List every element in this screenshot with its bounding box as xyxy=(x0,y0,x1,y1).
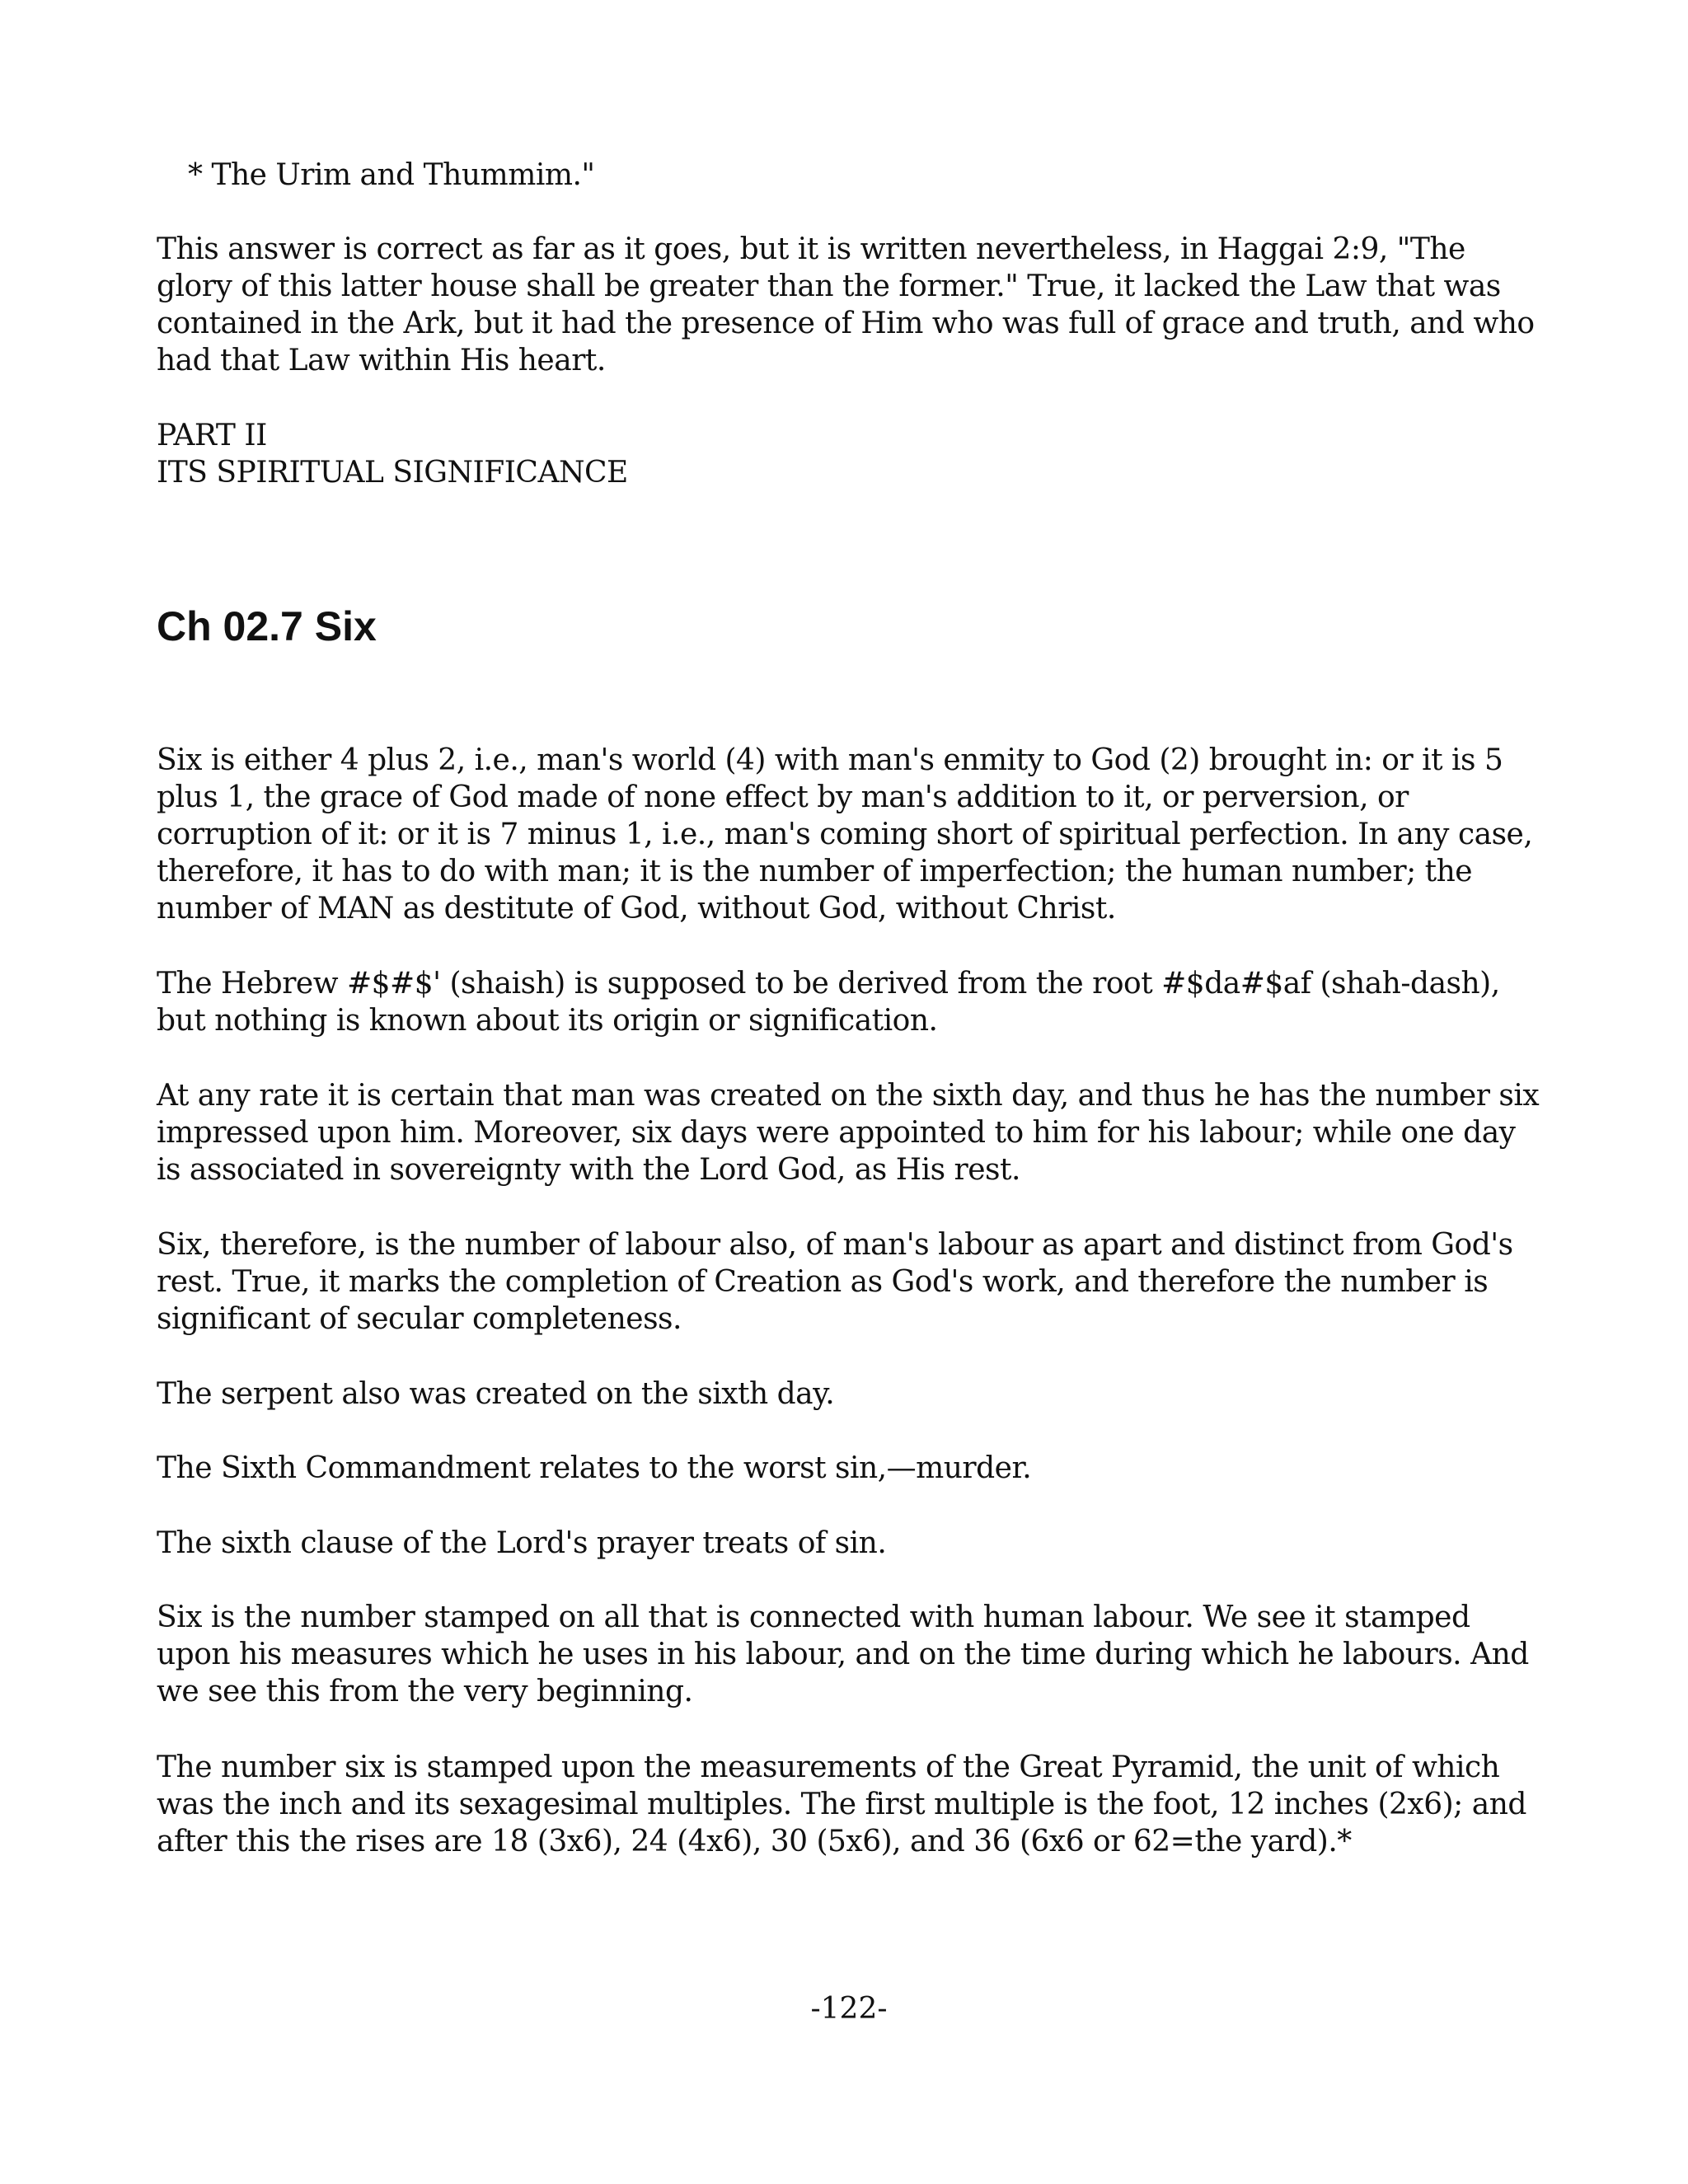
haggai-paragraph: This answer is correct as far as it goes, but it is written nevertheless, in Haggai 2:9, "The glory of this latter house shall be greater than the former." True, it lacked the Law that was contained in the Ark, but it had the presence of Him who was full of grace and truth, and who had that Law within His heart. xyxy=(157,232,1535,377)
document-page xyxy=(157,0,1541,2184)
paragraph-labour: Six, therefore, is the number of labour also, of man's labour as apart and distinct from God's rest. True, it marks the completion of Creation as God's work, and therefore the number is significant of secular completeness. xyxy=(157,1228,1513,1336)
paragraph-commandment: The Sixth Commandment relates to the worst sin,—murder. xyxy=(157,1451,1032,1485)
paragraph-hebrew: The Hebrew #$#$' (shaish) is supposed to be derived from the root #$da#$af (shah-dash), but nothing is known about its origin or signification. xyxy=(157,967,1500,1038)
part-title: ITS SPIRITUAL SIGNIFICANCE xyxy=(157,456,628,490)
paragraph-sixth-day: At any rate it is certain that man was created on the sixth day, and thus he has the number six impressed upon him. Moreover, six days were appointed to him for his labour; while one day is associated in sovereignty with the Lord God, as His rest. xyxy=(157,1079,1540,1187)
paragraph-pyramid: The number six is stamped upon the measurements of the Great Pyramid, the unit of which was the inch and its sexagesimal multiples. The first multiple is the foot, 12 inches (2x6); and after this the rises are 18 (3x6), 24 (4x6), 30 (5x6), and 36 (6x6 or 62=the yard).* xyxy=(157,1750,1526,1858)
paragraph-six-definition: Six is either 4 plus 2, i.e., man's world (4) with man's enmity to God (2) brought in: or it is 5 plus 1, the grace of God made of none effect by man's addition to it, or perversion, or corruption of it: or it is 7 minus 1, i.e., man's coming short of spiritual perfection. In any case, therefore, it has to do with man; it is the number of imperfection; the human number; the number of MAN as destitute of God, without God, without Christ. xyxy=(157,743,1533,926)
part-heading xyxy=(157,417,628,491)
paragraph-human-labour: Six is the number stamped on all that is connected with human labour. We see it stamped upon his measures which he uses in his labour, and on the time during which he labours. And we see this from the very beginning. xyxy=(157,1601,1529,1708)
chapter-heading: Ch 02.7 Six xyxy=(157,603,377,649)
part-number: PART II xyxy=(157,419,267,452)
page-number: -122- xyxy=(810,1992,888,2026)
urim-thummim-note: * The Urim and Thummim." xyxy=(188,158,595,192)
paragraph-lords-prayer: The sixth clause of the Lord's prayer treats of sin. xyxy=(157,1526,887,1560)
paragraph-serpent: The serpent also was created on the sixth day. xyxy=(157,1377,835,1411)
